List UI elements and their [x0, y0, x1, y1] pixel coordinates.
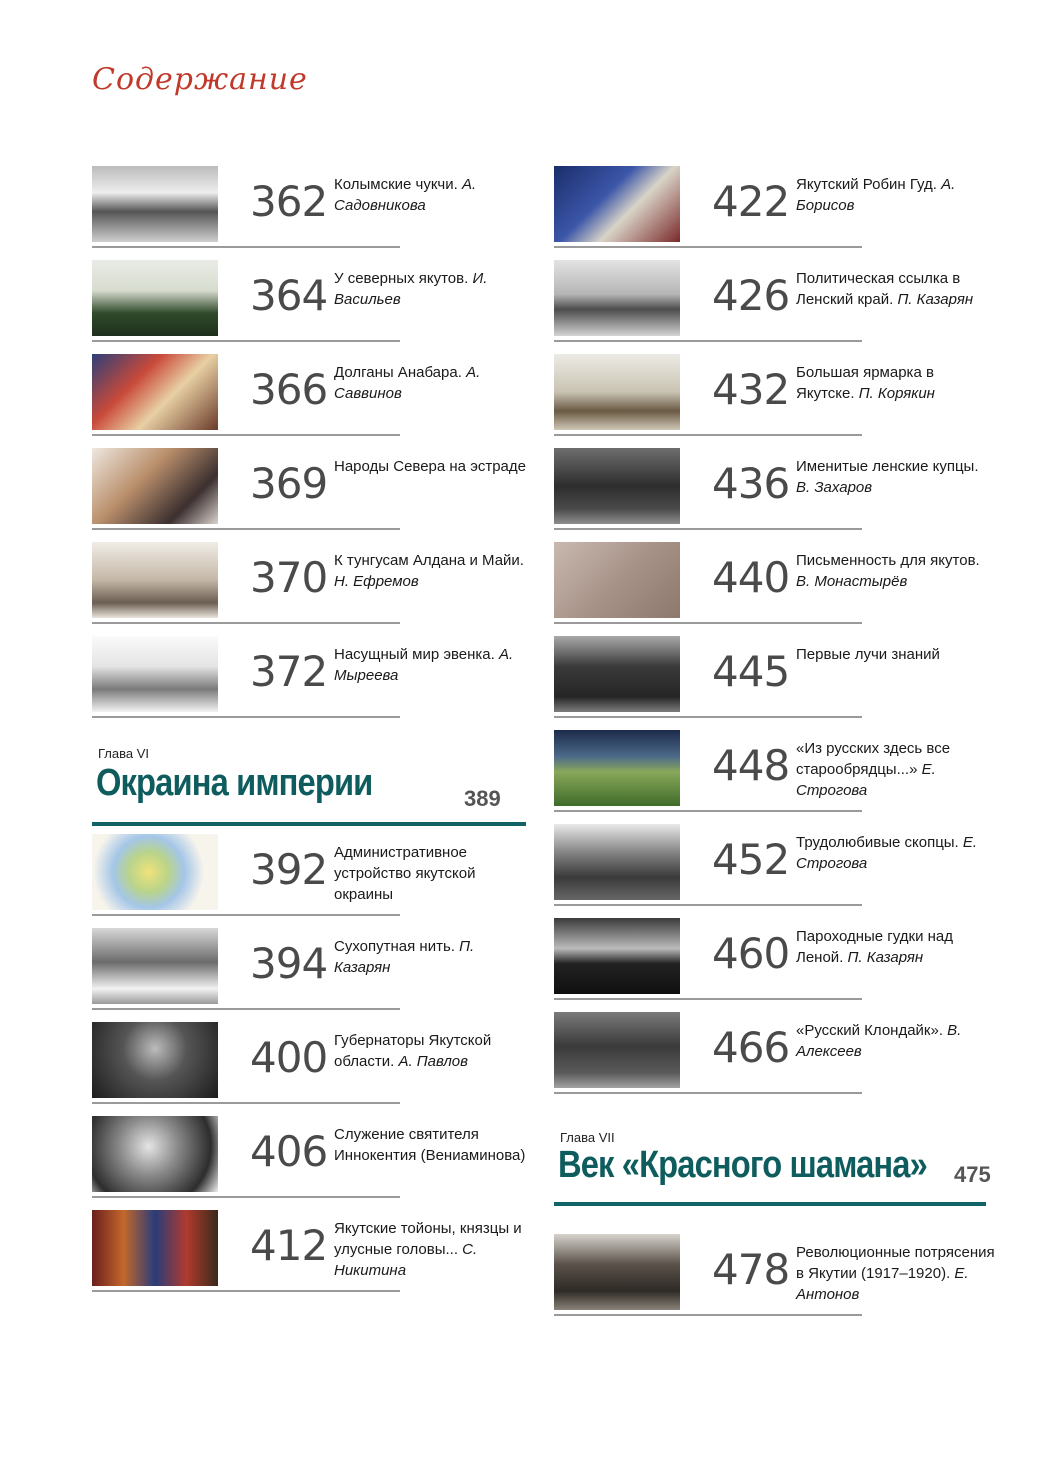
entry-text [796, 550, 996, 592]
entry-page-number: 466 [712, 1023, 790, 1072]
entry-divider [92, 622, 400, 624]
entry-thumbnail [554, 166, 680, 242]
entry-title: Сухопутная нить. [334, 938, 455, 955]
entry-text [796, 174, 996, 216]
toc-entry[interactable] [554, 630, 994, 724]
toc-entry[interactable] [92, 922, 532, 1016]
chapter-divider [92, 822, 526, 826]
entry-title: «Русский Клондайк». [796, 1022, 943, 1039]
entry-page-number: 440 [712, 553, 790, 602]
toc-entry[interactable] [554, 160, 994, 254]
entry-title: К тунгусам Алдана и Майи. [334, 552, 524, 569]
entry-text [334, 362, 534, 404]
entry-page-number: 452 [712, 835, 790, 884]
entry-divider [554, 810, 862, 812]
toc-entry[interactable] [554, 536, 994, 630]
toc-entry[interactable] [554, 912, 994, 1006]
entry-author: А. Садовникова [334, 176, 477, 214]
entry-author: И. Васильев [334, 270, 488, 308]
entry-thumbnail [554, 730, 680, 806]
toc-entry[interactable] [92, 254, 532, 348]
entry-thumbnail [92, 260, 218, 336]
toc-entry[interactable] [92, 442, 532, 536]
entry-thumbnail [554, 636, 680, 712]
entry-divider [554, 716, 862, 718]
entry-page-number: 406 [250, 1127, 328, 1176]
entry-text [334, 268, 534, 310]
entry-page-number: 366 [250, 365, 328, 414]
entry-text [796, 456, 996, 498]
toc-entry[interactable] [92, 1110, 532, 1204]
entry-thumbnail [554, 260, 680, 336]
toc-entry[interactable] [554, 1228, 994, 1322]
entry-title: Якутские тойоны, князцы и улусные головы... [334, 1220, 522, 1258]
entry-title: Революционные потрясения в Якутии (1917–1920). [796, 1244, 995, 1282]
entry-page-number: 478 [712, 1245, 790, 1294]
entry-text [334, 936, 534, 978]
entry-thumbnail [554, 1012, 680, 1088]
page-title: Содержание [92, 62, 308, 97]
entry-author: П. Казарян [847, 949, 924, 966]
entry-divider [554, 622, 862, 624]
entry-page-number: 369 [250, 459, 328, 508]
entry-divider [554, 1092, 862, 1094]
entry-title: Губернаторы Якутской области. [334, 1032, 492, 1070]
toc-entry[interactable] [92, 1016, 532, 1110]
entry-page-number: 448 [712, 741, 790, 790]
entry-divider [554, 528, 862, 530]
entry-text [796, 268, 996, 310]
entry-thumbnail [92, 636, 218, 712]
toc-entry[interactable] [554, 1006, 994, 1100]
toc-entry[interactable] [92, 536, 532, 630]
entry-text [334, 1030, 534, 1072]
entry-page-number: 432 [712, 365, 790, 414]
entry-title: Политическая ссылка в Ленский край. [796, 270, 961, 308]
entry-thumbnail [92, 928, 218, 1004]
entry-author: Е. Антонов [796, 1265, 969, 1303]
chapter-title: Окраина империи [96, 762, 373, 804]
chapter-divider [554, 1202, 986, 1206]
entry-title: Административное устройство якутской окраины [334, 844, 476, 903]
entry-divider [92, 340, 400, 342]
chapter-label: Глава VI [98, 746, 150, 761]
entry-divider [92, 716, 400, 718]
entry-title: Письменность для якутов. [796, 552, 980, 569]
entry-title: Насущный мир эвенка. [334, 646, 495, 663]
chapter-header [554, 1100, 994, 1228]
entry-page-number: 362 [250, 177, 328, 226]
entry-text [334, 1218, 534, 1281]
entry-author: В. Монастырёв [796, 573, 908, 590]
chapter-page-number: 475 [954, 1162, 991, 1187]
entry-author: А. Саввинов [334, 364, 481, 402]
entry-divider [92, 1290, 400, 1292]
entry-title: Большая ярмарка в Якутске. [796, 364, 934, 402]
entry-thumbnail [554, 354, 680, 430]
entry-title: Долганы Анабара. [334, 364, 462, 381]
entry-author: Н. Ефремов [334, 573, 419, 590]
entry-page-number: 364 [250, 271, 328, 320]
entry-title: Якутский Робин Гуд. [796, 176, 937, 193]
chapter-label: Глава VII [560, 1130, 615, 1145]
toc-entry[interactable] [554, 442, 994, 536]
entry-author: Е. Строгова [796, 834, 978, 872]
entry-author: С. Никитина [334, 1241, 478, 1279]
entry-text [334, 842, 534, 905]
entry-title: «Из русских здесь все старообрядцы...» [796, 740, 951, 778]
entry-author: Е. Строгова [796, 761, 936, 799]
entry-thumbnail [554, 448, 680, 524]
entry-thumbnail [92, 354, 218, 430]
entry-page-number: 426 [712, 271, 790, 320]
entry-text [796, 738, 996, 801]
entry-divider [92, 434, 400, 436]
entry-thumbnail [92, 448, 218, 524]
entry-title: Первые лучи знаний [796, 646, 940, 663]
entry-page-number: 394 [250, 939, 328, 988]
toc-entry[interactable] [554, 348, 994, 442]
entry-divider [92, 1196, 400, 1198]
entry-title: Именитые ленские купцы. [796, 458, 979, 475]
entry-title: Народы Севера на эстраде [334, 458, 526, 475]
toc-entry[interactable] [92, 160, 532, 254]
entry-page-number: 460 [712, 929, 790, 978]
entry-page-number: 370 [250, 553, 328, 602]
entry-page-number: 445 [712, 647, 790, 696]
entry-divider [92, 528, 400, 530]
entry-text [334, 644, 534, 686]
entry-author: П. Казарян [897, 291, 974, 308]
toc-entry[interactable] [92, 348, 532, 442]
toc-entry[interactable] [92, 828, 532, 922]
entry-thumbnail [92, 1210, 218, 1286]
entry-thumbnail [92, 166, 218, 242]
chapter-page-number: 389 [464, 786, 501, 811]
entry-text [796, 1242, 996, 1305]
entry-title: Пароходные гудки над Леной. [796, 928, 954, 966]
chapter-header [92, 724, 532, 828]
entry-page-number: 412 [250, 1221, 328, 1270]
entry-author: А. Мыреева [334, 646, 514, 684]
entry-divider [92, 914, 400, 916]
entry-text [796, 644, 996, 665]
entry-page-number: 422 [712, 177, 790, 226]
entry-text [796, 362, 996, 404]
entry-divider [554, 340, 862, 342]
entry-page-number: 372 [250, 647, 328, 696]
entry-text [334, 1124, 534, 1166]
entry-divider [92, 1008, 400, 1010]
toc-entry[interactable] [92, 1204, 532, 1298]
toc-column-right [554, 160, 994, 1322]
entry-divider [554, 998, 862, 1000]
entry-text [334, 174, 534, 216]
entry-divider [554, 904, 862, 906]
entry-divider [554, 434, 862, 436]
entry-text [796, 926, 996, 968]
toc-entry[interactable] [554, 724, 994, 818]
entry-thumbnail [554, 1234, 680, 1310]
entry-thumbnail [92, 834, 218, 910]
entry-author: П. Казарян [334, 938, 475, 976]
entry-author: А. Павлов [398, 1053, 468, 1070]
entry-divider [92, 246, 400, 248]
toc-entry[interactable] [554, 254, 994, 348]
entry-divider [92, 1102, 400, 1104]
entry-thumbnail [92, 1116, 218, 1192]
entry-text [796, 1020, 996, 1062]
entry-text [334, 456, 534, 477]
chapter-title: Век «Красного шамана» [558, 1144, 927, 1186]
toc-entry[interactable] [92, 630, 532, 724]
entry-author: А. Борисов [796, 176, 956, 214]
entry-divider [554, 1314, 862, 1316]
entry-title: Служение святителя Иннокентия (Вениаминова) [334, 1126, 526, 1164]
entry-page-number: 436 [712, 459, 790, 508]
entry-thumbnail [554, 542, 680, 618]
entry-author: П. Корякин [858, 385, 935, 402]
toc-column-left [92, 160, 532, 1298]
entry-title: Трудолюбивые скопцы. [796, 834, 959, 851]
toc-entry[interactable] [554, 818, 994, 912]
entry-text [796, 832, 996, 874]
entry-thumbnail [92, 1022, 218, 1098]
entry-thumbnail [92, 542, 218, 618]
entry-page-number: 400 [250, 1033, 328, 1082]
entry-text [334, 550, 534, 592]
entry-divider [554, 246, 862, 248]
entry-author: В. Алексеев [796, 1022, 962, 1060]
entry-title: У северных якутов. [334, 270, 469, 287]
entry-page-number: 392 [250, 845, 328, 894]
entry-thumbnail [554, 918, 680, 994]
entry-title: Колымские чукчи. [334, 176, 458, 193]
entry-thumbnail [554, 824, 680, 900]
entry-author: В. Захаров [796, 479, 873, 496]
